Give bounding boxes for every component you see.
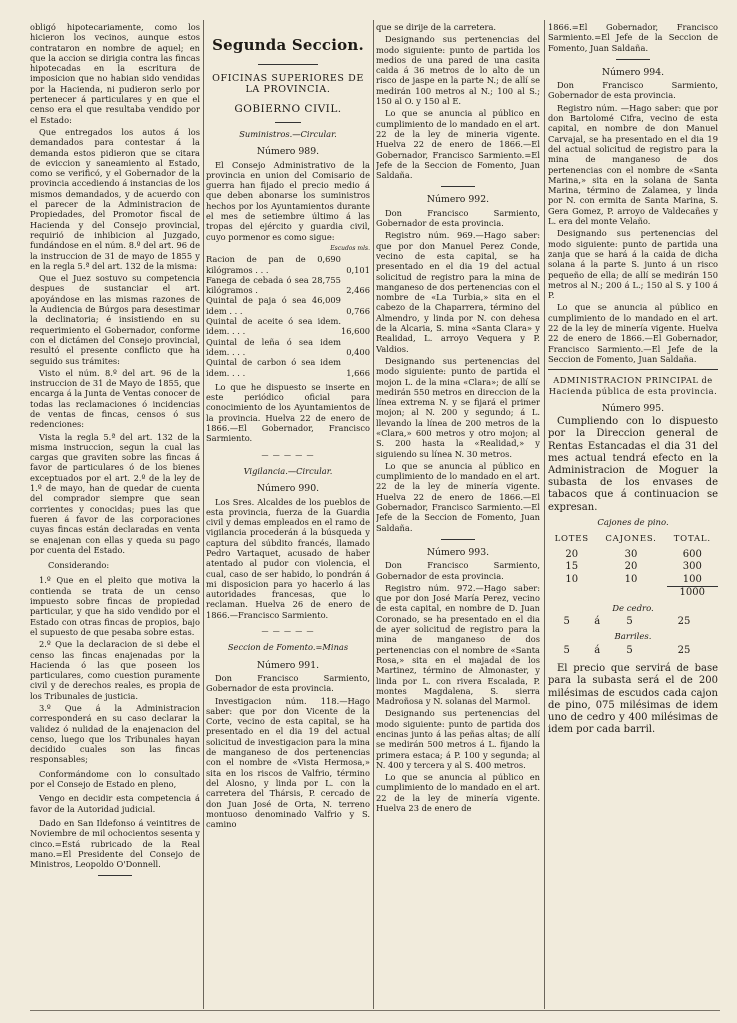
price-row bbox=[206, 254, 370, 275]
table-row bbox=[548, 645, 718, 658]
price-value: 16,600 bbox=[340, 326, 370, 337]
cell: 10 bbox=[624, 573, 638, 585]
column-3 bbox=[376, 22, 540, 1013]
price-row bbox=[206, 337, 370, 358]
col-header: CAJONES. bbox=[605, 534, 657, 545]
paragraph: Don Francisco Sarmiento, Gobernador de esta provincia. bbox=[376, 560, 540, 581]
cell: 25 bbox=[677, 615, 691, 627]
cell: 600 bbox=[682, 548, 702, 560]
paragraph: Don Francisco Sarmiento, Gobernador de esta provincia. bbox=[376, 207, 540, 229]
paragraph: que se dirije de la carretera. bbox=[376, 22, 497, 32]
price-label: Quintal de paja ó sea 46,009 idem . . . bbox=[206, 295, 341, 316]
cell: 5 bbox=[563, 615, 570, 627]
paragraph: Vengo en decidir esta competencia á favor de la Autoridad judicial. bbox=[30, 793, 200, 814]
paragraph: Don Francisco Sarmiento, Gobernador de esta provincia. bbox=[206, 672, 370, 694]
col-header: LOTES bbox=[554, 534, 589, 545]
notice-number: Número 991. bbox=[256, 659, 320, 671]
price-label: Racion de pan de 0,690 kilógramos . . . bbox=[206, 254, 341, 275]
subsection-heading: Suministros.—Circular. bbox=[239, 129, 337, 139]
paragraph: Cumpliendo con lo dispuesto por la Direccion general de Rentas Estancadas el dia 31 del mes actual tendrá efecto en la Administracion de Moguer la subasta de los envases de tabacos que á continuacion se expresan. bbox=[548, 416, 718, 513]
notice-number: Número 994. bbox=[601, 66, 665, 78]
cell: 15 bbox=[565, 561, 579, 573]
cell: 20 bbox=[565, 548, 579, 560]
gobierno-heading: GOBIERNO CIVIL. bbox=[234, 103, 342, 115]
paragraph: Dado en San Ildefonso á veintitres de Noviembre de mil ochocientos sesenta y cinco.=Está rubricado de la Real mano.=El Presidente del Consejo de Ministros, Leopoldo O'Donnell. bbox=[30, 817, 200, 870]
subsection-heading: Vigilancia.—Circular. bbox=[243, 465, 333, 476]
paragraph: Que el Juez sostuvo su competencia despues de sustanciar el art. apoyándose en las mismas razones de la Audiencia de Búrgos para desestimar la declinatoria; é insistiendo en su requerimiento el Gobernador, conforme con el dictámen del Consejo provincial, resultó el presente conflicto que ha seguido sus trámites: bbox=[30, 273, 200, 366]
col-header: TOTAL. bbox=[673, 534, 711, 545]
subsection-heading: Seccion de Fomento.=Minas bbox=[227, 642, 349, 653]
cell: 20 bbox=[624, 561, 638, 573]
paragraph: Designando sus pertenencias del modo siguiente: punto de partida una zanja que se hará á la caida de dicha solana á la parte S. junto á un risco pequeño de ella; de allí se medirán 150 metros al N.; 200 á L.; 150 al S. y 100 á P. bbox=[548, 228, 718, 301]
paragraph: El Consejo Administrativo de la provincia en union del Comisario de guerra han fijado el precio medio á que deben abonarse los suministros hechos por los Ayuntamientos durante el mes de setiembre último á las tropas del ejército y guardia civil, cuyo pormenor es como sigue: bbox=[206, 159, 370, 242]
notice-number: Número 992. bbox=[426, 194, 490, 206]
table-row bbox=[548, 574, 718, 587]
cell: á bbox=[594, 615, 601, 627]
table-row bbox=[548, 587, 718, 600]
separator: — — — — — bbox=[261, 450, 315, 459]
paragraph: Registro núm. 972.—Hago saber: que por don José María Perez, vecino de esta capital, en nombre de D. Juan Coronado, se ha presentado en el dia de ayer solicitud de registro para la mina de manganeso de dos pertenencias con el nombre de «Santa Rosa,» sita en el majadal de los Martinez, término de Almonaster, y linda por L. con rivera Escalada, P. montes Magdalena, S. sierra Madroñosa y N. solanas del Marmol. bbox=[376, 582, 540, 707]
cedro-heading: De cedro. bbox=[612, 603, 654, 614]
cell: 25 bbox=[677, 644, 691, 656]
price-value: 0,101 bbox=[346, 264, 370, 275]
table-row bbox=[548, 616, 718, 629]
barriles-table bbox=[548, 645, 718, 658]
divider bbox=[548, 369, 718, 370]
price-label: Fanega de cebada ó sea 28,755 kilógramos . bbox=[206, 274, 341, 296]
paragraph: Conformándome con lo consultado por el Consejo de Estado en pleno, bbox=[30, 768, 200, 790]
considerando-heading: Considerando: bbox=[48, 560, 110, 571]
bottom-rule bbox=[30, 1010, 720, 1011]
divider bbox=[441, 539, 475, 540]
paragraph: Registro núm. —Hago saber: que por don Bartolomé Cifra, vecino de esta capital, en nombre de don Manuel Carvajal, se ha presentado en el dia 19 del actual solicitud de registro para la mina de manganeso de dos pertenencias con el nombre de «Santa Marina,» sita en la solana de Santa Marina, término de Zalamea, y linda por N. con ermita de Santa Marina, S. Gera Gomez, P. arroyo de Valdecañes y L. era del monte Velaño. bbox=[548, 102, 718, 227]
paragraph: Designando sus pertenencias del modo siguiente: punto de partida dos encinas junto á las peñas altas; de allí se medirán 500 metros á L. fijando la primera estaca; á P. 100 y segunda; al N. 400 y tercera y al S. 400 metros. bbox=[376, 708, 540, 770]
pino-heading: Cajones de pino. bbox=[597, 517, 669, 528]
paragraph: Designando sus pertenencias del modo siguiente: punto de partida el mojon L. de la mina «Clara»; de allí se medirán 550 metros en direccion de la línea extrema N. y se fijará el primer mojon; al N. 200 y segundo; á L. llevando la línea de 200 metros de la «Clara,» 600 metros y otro mojon; al S. 200 hasta la «Realidad,» y siguiendo su línea N. 30 metros. bbox=[376, 355, 540, 459]
price-value: 0,400 bbox=[346, 346, 370, 357]
divider bbox=[616, 59, 650, 60]
paragraph: Lo que se anuncia al público en cumplimiento de lo mandado en el art. 22 de la ley de minería vigente. Huelva 22 de enero de 1866.—El Gobernador, Francisco Sarmiento.—El Jefe de la Seccion de Fomento, Juan Saldaña. bbox=[548, 302, 718, 364]
separator: — — — — — bbox=[261, 627, 315, 636]
price-row bbox=[206, 275, 370, 296]
price-value: 0,766 bbox=[346, 305, 370, 316]
column-rule bbox=[373, 20, 374, 1009]
notice-number: Número 995. bbox=[601, 402, 665, 414]
barriles-heading: Barriles. bbox=[614, 632, 652, 643]
paragraph: Lo que he dispuesto se inserte en este periódico oficial para conocimiento de los Ayuntamientos de la provincia. Huelva 22 de enero de 1866.—El Gobernador, Francisco Sarmiento. bbox=[206, 381, 370, 444]
cell: 30 bbox=[624, 548, 638, 560]
price-table bbox=[206, 254, 370, 378]
price-row bbox=[206, 357, 370, 378]
cell: 5 bbox=[626, 615, 633, 627]
paragraph: 1866.=El Gobernador, Francisco Sarmiento.=El Jefe de la Seccion de Fomento, Juan Saldaña. bbox=[548, 22, 718, 53]
paragraph: Visto el núm. 8.º del art. 96 de la instruccion de 31 de Mayo de 1855, que encarga á la Junta de Ventas conocer de todas las reclamaciones ó incidencias de ventas de fincas, censos ó sus redenciones: bbox=[30, 367, 200, 430]
cell: 5 bbox=[626, 644, 633, 656]
paragraph: El precio que servirá de base para la subasta será el de 200 milésimas de escudos cada cajon de pino, 075 milésimas de idem uno de cedro y 400 milésimas de idem por cada barril. bbox=[548, 663, 718, 736]
paragraph: 1.º Que en el pleito que motiva la contienda se trata de un censo impuesto sobre fincas de propiedad particular, y que ha sido vendido por el Estado con otras fincas de propios, bajo el supuesto de que pesaba sobre estas. bbox=[30, 575, 200, 637]
paragraph: Que entregados los autos á los demandados para contestar á la demanda estos pidieron que se citara de eviccion y saneamiento al Estado, como se verificó, y el Gobernador de la provincia accediendo á instancias de los mismos demandados, y de acuerdo con el parecer de la Administracion de Propiedades, del Promotor fiscal de Hacienda y del Consejo provincial, requirió de inhibicion al Juzgado, fundándose en el núm. 8.º del art. 96 de la instruccion de 31 de mayo de 1855 y en la regla 5.ª del art. 132 de la misma: bbox=[30, 126, 200, 271]
column-rule bbox=[203, 20, 204, 1009]
paragraph: Lo que se anuncia al público en cumplimiento de lo mandado en el art. 22 de la ley de minería vigente. Huelva 22 de enero de 1866.—El Gobernador, Francisco Sarmiento.—El Jefe de la Seccion de Fomento, Juan Saldaña. bbox=[376, 460, 540, 533]
paragraph: 2.º Que la declaracion de si debe el censo las fincas enajenadas por la Hacienda ó las que poseen los particulares, como cuestion puramente civil y de derechos reales, es propia de los Tribunales de justicia. bbox=[30, 639, 200, 701]
paragraph: Registro núm. 969.—Hago saber: que por don Manuel Perez Conde, vecino de esta capital, se ha presentado en el dia 19 del actual solicitud de registro para la mina de manganeso de dos pertenencias con el nombre de «La Turbia,» sita en el cabezo de la Chaparrera, término del Almendro, y linda por N. con dehesa de la Alcaria, S. mina «Santa Clara» y Realidad, L. arroyo Vequera y P. Valdios. bbox=[376, 230, 540, 354]
table-row bbox=[548, 549, 718, 562]
price-label: Quintal de carbon ó sea idem idem. . . . bbox=[206, 357, 341, 378]
table-row bbox=[548, 561, 718, 574]
cell: á bbox=[594, 644, 601, 656]
paragraph: Lo que se anuncia al público en cumplimiento de lo mandado en el art. 22 de la ley de minería vigente. Huelva 23 de enero de bbox=[376, 772, 540, 814]
paragraph: Don Francisco Sarmiento, Gobernador de esta provincia. bbox=[548, 80, 718, 101]
price-value: 2,466 bbox=[346, 285, 370, 296]
cedro-table bbox=[548, 616, 718, 629]
price-value: 1,666 bbox=[346, 367, 370, 378]
notice-number: Número 993. bbox=[426, 546, 490, 558]
column-1 bbox=[30, 22, 200, 1013]
divider bbox=[98, 875, 132, 876]
paragraph: Investigacion núm. 118.—Hago saber: que por don Vicente de la Corte, vecino de esta capital, se ha presentado en el dia 19 del actual solicitud de investigacion para la mina de manganeso de dos pertenencias con el nombre de «Vista Hermosa,» sita en los riscos de Valfrio, término del Alosno, y linda por L. con la carretera del Thársis, P. cercado de don Juan José de Orta, N. terreno montuoso denominado Valfrio y S. camino bbox=[206, 695, 370, 830]
paragraph: Designando sus pertenencias del modo siguiente: punto de partida los medios de una pared de una casita caida á 36 metros de lo alto de un risco de jaspe en la parte N.; de allí se medirán 100 metros al N.; 100 al S.; 150 al O. y 150 al E. bbox=[376, 34, 540, 107]
divider bbox=[441, 186, 475, 187]
paragraph: Lo que se anuncia al público en cumplimiento de lo mandado en el art. 22 de la ley de mineria vigente. Huelva 22 de enero de 1866.—El Gobernador, Francisco Sarmiento.=El Jefe de la Seccion de Fomento, Juan Saldaña. bbox=[376, 108, 540, 181]
section-title: Segunda Seccion. bbox=[212, 36, 364, 54]
cell: 10 bbox=[565, 573, 579, 585]
notice-number: Número 989. bbox=[256, 146, 320, 158]
cell: 300 bbox=[682, 561, 702, 573]
price-row bbox=[206, 316, 370, 337]
notice-number: Número 990. bbox=[256, 483, 320, 495]
divider bbox=[275, 122, 301, 123]
paragraph: Vista la regla 5.ª del art. 132 de la misma instruccion, segun la cual las cargas que graviten sobre las fincas á favor de particulares ó de los bienes exceptuados por el art. 2.º de la ley de 1.º de mayo, han de quedar de cuenta del comprador siempre que sean corrientes y conocidas; pues las que fueren á favor de las corporaciones cuyas fincas están declaradas en venta se enajenan con ellas y queda su pago por cuenta del Estado. bbox=[30, 431, 200, 555]
price-label: Quintal de leña ó sea idem idem. . . . bbox=[206, 336, 341, 357]
administracion-heading: ADMINISTRACION PRINCIPAL de Hacienda pública de esta provincia. bbox=[548, 375, 718, 396]
price-row bbox=[206, 295, 370, 316]
paragraph: 3.º Que á la Administracion corresponderá en su caso declarar la validez ó nulidad de la enajenacion del censo, luego que los Tribunales hayan decidido cuales son las fincas responsables; bbox=[30, 703, 200, 765]
column-4 bbox=[548, 22, 718, 1013]
envases-table bbox=[548, 530, 718, 600]
paragraph: obligó hipotecariamente, como los hicieron los vecinos, aunque estos contrataron en nombre de aquel; en que la accion se dirigia contra las fincas hipotecadas en la escritura de imposicion que no habian sido vendidas por la Hacienda, ni pudieron serlo por pertenecer á particulares y en que el censo era el que resultaba vendido por el Estado: bbox=[30, 22, 200, 125]
paragraph: Los Sres. Alcaldes de los pueblos de esta provincia, fuerza de la Guardia civil y demas empleados en el ramo de vigilancia procederán á la búsqueda y captura del súbdito francés, llamado Pedro Vartaquet, acusado de haber atentado al pudor con violencia, el cual, caso de ser habido, lo pondrán á mi disposicion para yo hacerlo á las autoridades francesas, que lo reclaman. Huelva 26 de enero de 1866.—Francisco Sarmiento. bbox=[206, 496, 370, 620]
cell: 100 bbox=[682, 573, 702, 585]
column-rule bbox=[544, 20, 545, 1009]
column-2 bbox=[206, 22, 370, 1013]
price-label: Quintal de aceite ó sea idem. idem. . . . bbox=[206, 316, 341, 337]
divider bbox=[258, 64, 318, 65]
total-cell: 1000 bbox=[667, 587, 718, 600]
oficinas-heading: OFICINAS SUPERIORES DE LA PROVINCIA. bbox=[212, 73, 364, 95]
escudos-header: Escudos mls. bbox=[330, 244, 370, 252]
cell: 5 bbox=[563, 644, 570, 656]
